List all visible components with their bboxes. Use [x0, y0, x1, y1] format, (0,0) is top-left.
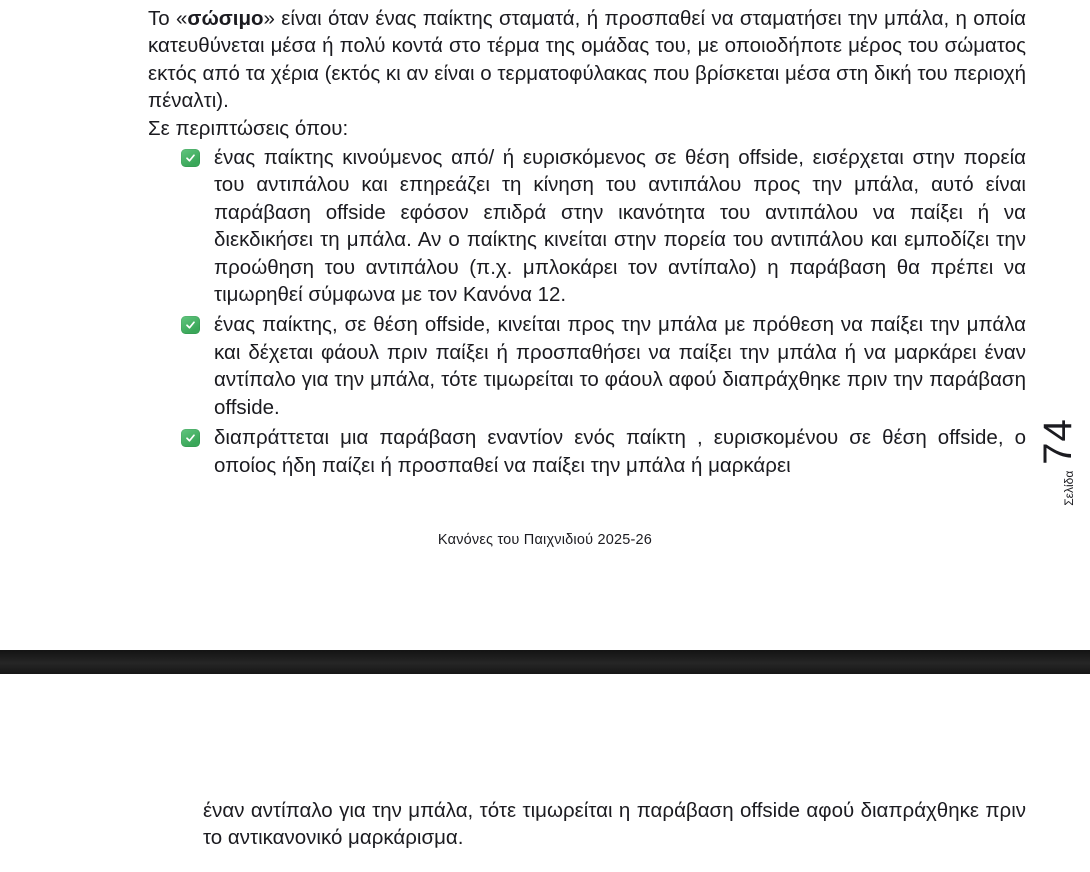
- list-item-text: ένας παίκτης, σε θέση offside, κινείται προς την μπάλα με πρόθεση να παίξει την μπάλα και δέχεται φάουλ πριν παίξει ή προσπαθήσει να παίξει την μπάλα ή να μαρκάρει έναν αντίπαλο για την μπάλα, τότε τιμωρείται το φάουλ αφού διαπράχθηκε πριν την παράβαση offside.: [214, 313, 1026, 419]
- page-number-value: 74: [1036, 418, 1080, 465]
- cases-intro-line: Σε περιπτώσεις όπου:: [148, 116, 349, 140]
- page-number-label: Σελίδα: [1062, 470, 1076, 506]
- list-item: [181, 311, 1026, 421]
- continuation-paragraph: έναν αντίπαλο για την μπάλα, τότε τιμωρείται η παράβαση offside αφού διαπράχθηκε πριν το αντικανονικό μαρκάρισμα.: [203, 799, 1026, 850]
- offside-cases-list: [148, 144, 1026, 479]
- paragraph-text: Το «: [148, 7, 188, 30]
- list-item-text: διαπράττεται μια παράβαση εναντίον ενός παίκτη , ευρισκομένου σε θέση offside, ο οποίος ήδη παίζει ή προσπαθεί να παίξει την μπάλα ή μαρκάρει: [214, 426, 1026, 477]
- checkmark-icon: [181, 429, 200, 447]
- page-gap-band: [0, 650, 1090, 674]
- page-footer: Κανόνες του Παιχνιδιού 2025-26: [437, 532, 653, 548]
- checkmark-icon: [181, 149, 200, 167]
- page-1-text-column: [148, 5, 1026, 482]
- save-definition-paragraph: [148, 5, 1026, 115]
- list-item-text: ένας παίκτης κινούμενος από/ ή ευρισκόμενος σε θέση offside, εισέρχεται στην πορεία του αντιπάλου και επηρεάζει τη κίνηση του αντιπάλου προς την μπάλα, αυτό είναι παράβαση offside εφόσον επιδρά στην ικανότητα του αντιπάλου να παίξει ή να διεκδικήσει τη μπάλα. Αν ο παίκτης κινείται στην πορεία του αντιπάλου και εμποδίζει την προώθηση του αντιπάλου (π.χ. μπλοκάρει τον αντίπαλο) η παράβαση θα πρέπει να τιμωρηθεί σύμφωνα με τον Κανόνα 12.: [214, 146, 1026, 307]
- page-number: [1036, 412, 1084, 512]
- paragraph-text: » είναι όταν ένας παίκτης σταματά, ή προσπαθεί να σταματήσει την μπάλα, η οποία κατευθύνεται μέσα ή πολύ κοντά στο τέρμα της ομάδας του, με οποιοδήποτε μέρος του σώματος εκτός από τα χέρια (εκτός κι αν είναι ο τερματοφύλακας που βρίσκεται μέσα στη δική του περιοχή πέναλτι).: [148, 7, 1026, 113]
- list-item: [181, 144, 1026, 308]
- list-item: [181, 424, 1026, 479]
- bold-term: σώσιμο: [187, 7, 264, 30]
- checkmark-icon: [181, 316, 200, 334]
- document-page-2: [0, 674, 1090, 872]
